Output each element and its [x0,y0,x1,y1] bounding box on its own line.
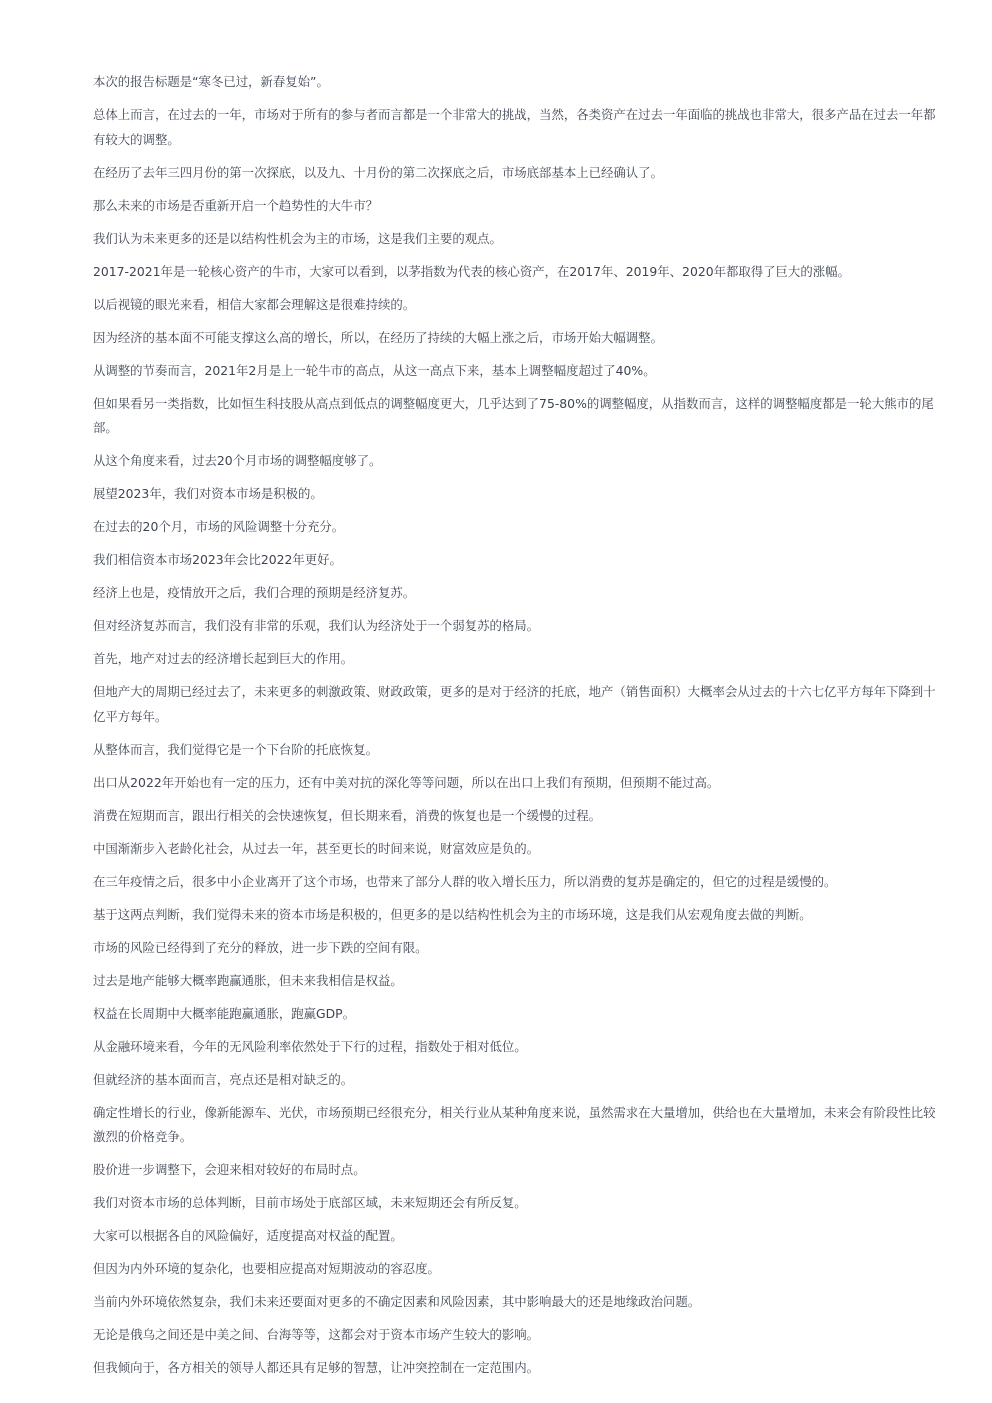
paragraph: 股价进一步调整下，会迎来相对较好的布局时点。 [93,1162,366,1177]
paragraph: 在过去的20个月，市场的风险调整十分充分。 [93,519,345,534]
paragraph: 2017-2021年是一轮核心资产的牛市，大家可以看到，以茅指数为代表的核心资产，在2017年、2019年、2020年都取得了巨大的涨幅。 [93,263,850,279]
paragraph: 当前内外环境依然复杂，我们未来还要面对更多的不确定因素和风险因素，其中影响最大的还是地缘政治问题。 [93,1294,701,1309]
paragraph: 从这个角度来看，过去20个月市场的调整幅度够了。 [93,453,382,468]
paragraph: 我们相信资本市场2023年会比2022年更好。 [93,552,342,567]
paragraph: 但地产大的周期已经过去了，未来更多的刺激政策、财政政策，更多的是对于经济的托底，地产（销售面积）大概率会从过去的十六七亿平方每年下降到十亿平方每年。 [93,684,936,724]
paragraph: 市场的风险已经得到了充分的释放，进一步下跌的空间有限。 [93,939,428,955]
paragraph: 从金融环境来看，今年的无风险利率依然处于下行的过程，指数处于相对低位。 [93,1038,527,1054]
document-body [93,70,945,1389]
paragraph: 但我倾向于，各方相关的领导人都还具有足够的智慧，让冲突控制在一定范围内。 [93,1360,540,1375]
paragraph: 首先，地产对过去的经济增长起到巨大的作用。 [93,651,354,666]
paragraph: 在经历了去年三四月份的第一次探底，以及九、十月份的第二次探底之后，市场底部基本上已经确认了。 [93,164,663,180]
paragraph: 因为经济的基本面不可能支撑这么高的增长，所以，在经历了持续的大幅上涨之后，市场开始大幅调整。 [93,329,663,345]
paragraph: 在三年疫情之后，很多中小企业离开了这个市场，也带来了部分人群的收入增长压力，所以消费的复苏是确定的，但它的过程是缓慢的。 [93,873,837,889]
paragraph: 消费在短期而言，跟出行相关的会快速恢复，但长期来看，消费的恢复也是一个缓慢的过程。 [93,807,602,823]
paragraph: 权益在长周期中大概率能跑赢通胀，跑赢GDP。 [93,1005,356,1021]
paragraph: 我们对资本市场的总体判断，目前市场处于底部区域，未来短期还会有所反复。 [93,1195,527,1210]
paragraph: 过去是地产能够大概率跑赢通胀，但未来我相信是权益。 [93,972,403,988]
paragraph: 从整体而言，我们觉得它是一个下台阶的托底恢复。 [93,741,378,757]
paragraph: 但如果看另一类指数，比如恒生科技股从高点到低点的调整幅度更大，几乎达到了75-80%的调整幅度，从指数而言，这样的调整幅度都是一轮大熊市的尾部。 [93,395,934,435]
paragraph: 无论是俄乌之间还是中美之间、台海等等，这都会对于资本市场产生较大的影响。 [93,1327,540,1342]
paragraph: 以后视镜的眼光来看，相信大家都会理解这是很难持续的。 [93,296,416,312]
paragraph: 大家可以根据各自的风险偏好，适度提高对权益的配置。 [93,1228,403,1243]
paragraph: 出口从2022年开始也有一定的压力，还有中美对抗的深化等等问题，所以在出口上我们有预期，但预期不能过高。 [93,774,720,790]
paragraph: 基于这两点判断，我们觉得未来的资本市场是积极的，但更多的是以结构性机会为主的市场环境，这是我们从宏观角度去做的判断。 [93,906,812,922]
paragraph: 展望2023年，我们对资本市场是积极的。 [93,486,323,501]
paragraph: 经济上也是，疫情放开之后，我们合理的预期是经济复苏。 [93,585,416,600]
paragraph: 但因为内外环境的复杂化，也要相应提高对短期波动的容忍度。 [93,1261,440,1276]
paragraph: 我们认为未来更多的还是以结构性机会为主的市场，这是我们主要的观点。 [93,230,502,246]
paragraph: 中国渐渐步入老龄化社会，从过去一年，甚至更长的时间来说，财富效应是负的。 [93,840,540,856]
paragraph: 但就经济的基本面而言，亮点还是相对缺乏的。 [93,1071,354,1087]
paragraph: 但对经济复苏而言，我们没有非常的乐观，我们认为经济处于一个弱复苏的格局。 [93,618,540,633]
paragraph: 那么未来的市场是否重新开启一个趋势性的大牛市？ [93,197,378,213]
paragraph: 总体上而言，在过去的一年，市场对于所有的参与者而言都是一个非常大的挑战，当然，各类资产在过去一年面临的挑战也非常大，很多产品在过去一年都有较大的调整。 [93,107,936,147]
paragraph: 本次的报告标题是“寒冬已过，新春复始”。 [93,74,329,89]
paragraph: 确定性增长的行业，像新能源车、光伏，市场预期已经很充分，相关行业从某种角度来说，虽然需求在大量增加，供给也在大量增加，未来会有阶段性比较激烈的价格竞争。 [93,1104,936,1144]
paragraph: 从调整的节奏而言，2021年2月是上一轮牛市的高点，从这一高点下来，基本上调整幅度超过了40%。 [93,362,656,378]
